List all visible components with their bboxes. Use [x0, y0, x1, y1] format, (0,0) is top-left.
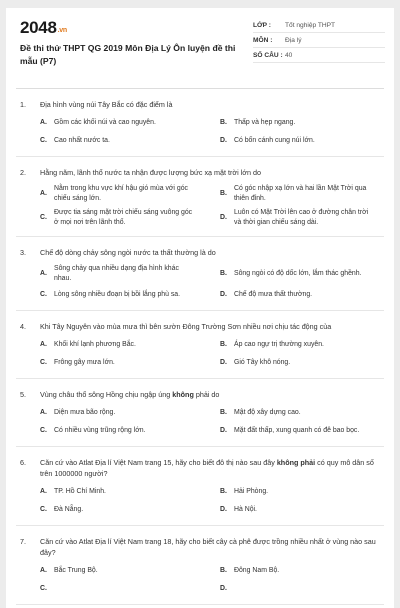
option-text: Mật độ xây dựng cao. — [234, 409, 301, 416]
option-letter: B. — [220, 488, 227, 495]
question-text — [20, 457, 380, 479]
answer-option[interactable] — [200, 356, 380, 370]
option-letter: C. — [40, 137, 47, 144]
answer-option[interactable] — [20, 184, 200, 204]
option-letter: B. — [220, 409, 227, 416]
option-letter: A. — [40, 270, 47, 277]
option-text: Đông Nam Bộ. — [234, 567, 280, 574]
option-text: Sông ngòi có độ dốc lớn, lắm thác ghềnh. — [234, 270, 362, 277]
option-letter: A. — [40, 119, 47, 126]
question-text — [20, 167, 380, 178]
answer-option[interactable] — [200, 485, 380, 499]
option-letter: A. — [40, 567, 47, 574]
question-item — [16, 89, 384, 157]
question-segment: Khi Tây Nguyên vào mùa mưa thì bên sườn Đông Trường Sơn nhiều nơi chịu tác động của — [40, 322, 332, 331]
answer-option[interactable] — [20, 582, 200, 596]
answer-options — [20, 564, 380, 596]
option-text: Mặt đất thấp, xung quanh có đê bao bọc. — [234, 427, 360, 434]
option-text: Có bốn cánh cung núi lớn. — [234, 137, 315, 144]
option-text: Có nhiều vùng trũng rộng lớn. — [54, 427, 146, 434]
option-letter: D. — [220, 427, 227, 434]
answer-option[interactable] — [20, 208, 200, 228]
answer-option[interactable] — [200, 564, 380, 578]
answer-options — [20, 116, 380, 148]
question-number: 2. — [20, 168, 26, 177]
option-letter: C. — [40, 427, 47, 434]
answer-option[interactable] — [200, 208, 380, 228]
option-letter: D. — [220, 214, 227, 221]
option-text: Luôn có Mặt Trời lên cao ở đường chân trời và thời gian chiếu sáng dài. — [234, 209, 369, 226]
meta-row-count — [253, 48, 385, 63]
option-letter: A. — [40, 190, 47, 197]
meta-value: Tốt nghiệp THPT — [285, 21, 336, 29]
question-item — [16, 526, 384, 605]
question-number: 7. — [20, 537, 26, 546]
meta-key: MÔN : — [253, 36, 273, 44]
option-letter: B. — [220, 567, 227, 574]
meta-row-class — [253, 18, 385, 33]
question-text — [20, 536, 380, 558]
option-letter: C. — [40, 506, 47, 513]
option-text: Khối khí lạnh phương Bắc. — [54, 341, 136, 348]
option-letter: C. — [40, 214, 47, 221]
question-text — [20, 99, 380, 110]
question-number: 3. — [20, 248, 26, 257]
answer-option[interactable] — [20, 564, 200, 578]
question-segment: Vùng châu thổ sông Hồng chịu ngập úng — [40, 390, 173, 399]
option-letter: D. — [220, 585, 227, 592]
option-letter: A. — [40, 341, 47, 348]
meta-key: SỐ CÂU : — [253, 51, 283, 59]
question-text — [20, 321, 380, 332]
option-text: Đà Nẵng. — [54, 506, 84, 513]
answer-option[interactable] — [200, 338, 380, 352]
option-text: Cao nhất nước ta. — [54, 137, 110, 144]
page-header — [6, 8, 394, 88]
logo-suffix: .vn — [57, 27, 67, 34]
option-letter: D. — [220, 137, 227, 144]
option-letter: B. — [220, 341, 227, 348]
option-letter: D. — [220, 291, 227, 298]
option-letter: B. — [220, 190, 227, 197]
answer-options — [20, 406, 380, 438]
question-text — [20, 389, 380, 400]
option-text: Frông gây mưa lớn. — [54, 359, 115, 366]
option-text: Có góc nhập xạ lớn và hai lần Mặt Trời qua thiên đỉnh. — [234, 185, 367, 202]
option-letter: C. — [40, 291, 47, 298]
answer-option[interactable] — [20, 338, 200, 352]
site-logo[interactable] — [20, 18, 67, 38]
answer-option[interactable] — [200, 134, 380, 148]
option-text: Gồm các khối núi và cao nguyên. — [54, 119, 156, 126]
question-text — [20, 247, 380, 258]
option-letter: A. — [40, 409, 47, 416]
question-body — [40, 457, 380, 479]
question-body — [40, 536, 380, 558]
answer-option[interactable] — [20, 503, 200, 517]
meta-value: Địa lý — [285, 36, 302, 44]
answer-option[interactable] — [200, 424, 380, 438]
question-body — [40, 99, 380, 110]
option-letter: C. — [40, 359, 47, 366]
option-text: Hà Nội. — [234, 506, 257, 513]
option-text: Hải Phòng. — [234, 488, 269, 495]
question-body — [40, 167, 380, 178]
answer-option[interactable] — [200, 503, 380, 517]
question-segment: Địa hình vùng núi Tây Bắc có đặc điểm là — [40, 100, 173, 109]
question-body — [40, 321, 380, 332]
question-segment: phải do — [193, 390, 220, 399]
answer-option[interactable] — [200, 288, 380, 302]
answer-options — [20, 338, 380, 370]
option-text: Thấp và hẹp ngang. — [234, 119, 296, 126]
option-text: Nằm trong khu vực khí hậu gió mùa với góc chiếu sáng lớn. — [54, 185, 188, 202]
option-letter: D. — [220, 359, 227, 366]
answer-option[interactable] — [20, 406, 200, 420]
answer-options — [20, 264, 380, 302]
answer-option[interactable] — [200, 184, 380, 204]
answer-option[interactable] — [20, 134, 200, 148]
question-segment: có quy mô dân số trên 1000000 người? — [40, 458, 374, 478]
question-item — [16, 237, 384, 311]
answer-option[interactable] — [20, 485, 200, 499]
question-number: 5. — [20, 390, 26, 399]
question-emphasis: không phải — [276, 458, 316, 467]
answer-options — [20, 184, 380, 228]
meta-row-subject — [253, 33, 385, 48]
exam-meta — [253, 18, 385, 63]
answer-option[interactable] — [200, 406, 380, 420]
question-item — [16, 311, 384, 379]
question-segment: Căn cứ vào Atlat Địa lí Việt Nam trang 18, hãy cho biết cây cà phê được trồng nhiều nhất ở vùng nào sau đây? — [40, 537, 376, 557]
question-number: 1. — [20, 100, 26, 109]
question-list — [6, 89, 394, 605]
option-text: Sông chảy qua nhiều dạng địa hình khác nhau. — [54, 265, 179, 282]
exam-page — [6, 8, 394, 608]
option-letter: A. — [40, 488, 47, 495]
answer-option[interactable] — [200, 264, 380, 284]
answer-options — [20, 485, 380, 517]
answer-option[interactable] — [20, 288, 200, 302]
option-text: TP. Hồ Chí Minh. — [54, 488, 106, 495]
question-segment: Căn cứ vào Atlat Địa lí Việt Nam trang 15, hãy cho biết đô thị nào sau đây — [40, 458, 277, 467]
question-item — [16, 379, 384, 447]
answer-option[interactable] — [200, 582, 380, 596]
answer-option[interactable] — [20, 116, 200, 130]
question-body — [40, 247, 380, 258]
question-emphasis: không — [172, 390, 194, 399]
option-letter: B. — [220, 119, 227, 126]
page-title: Đề thi thử THPT QG 2019 Môn Địa Lý Ôn luyện đề thi mẫu (P7) — [20, 43, 236, 66]
answer-option[interactable] — [200, 116, 380, 130]
question-body — [40, 389, 380, 400]
question-item — [16, 447, 384, 526]
option-text: Gió Tây khô nóng. — [234, 359, 291, 366]
option-text: Bắc Trung Bộ. — [54, 567, 98, 574]
option-letter: D. — [220, 506, 227, 513]
meta-key: LỚP : — [253, 21, 271, 29]
question-segment: Hằng năm, lãnh thổ nước ta nhận được lượng bức xạ mặt trời lớn do — [40, 168, 262, 177]
question-number: 4. — [20, 322, 26, 331]
meta-value: 40 — [285, 51, 293, 59]
option-letter: C. — [40, 585, 47, 592]
option-text: Được tia sáng mặt trời chiếu sáng vuông góc ở mọi nơi trên lãnh thổ. — [54, 209, 193, 226]
option-letter: B. — [220, 270, 227, 277]
option-text: Lòng sông nhiều đoạn bị bồi lắng phù sa. — [54, 291, 181, 298]
logo-text: 2048 — [20, 18, 57, 37]
answer-option[interactable] — [20, 264, 200, 284]
option-text: Diện mưa bão rộng. — [54, 409, 116, 416]
option-text: Áp cao ngự trị thường xuyên. — [234, 341, 324, 348]
answer-option[interactable] — [20, 424, 200, 438]
option-text: Chế độ mưa thất thường. — [234, 291, 313, 298]
question-number: 6. — [20, 458, 26, 467]
answer-option[interactable] — [20, 356, 200, 370]
question-segment: Chế độ dòng chảy sông ngòi nước ta thất thường là do — [40, 248, 216, 257]
question-item — [16, 157, 384, 237]
